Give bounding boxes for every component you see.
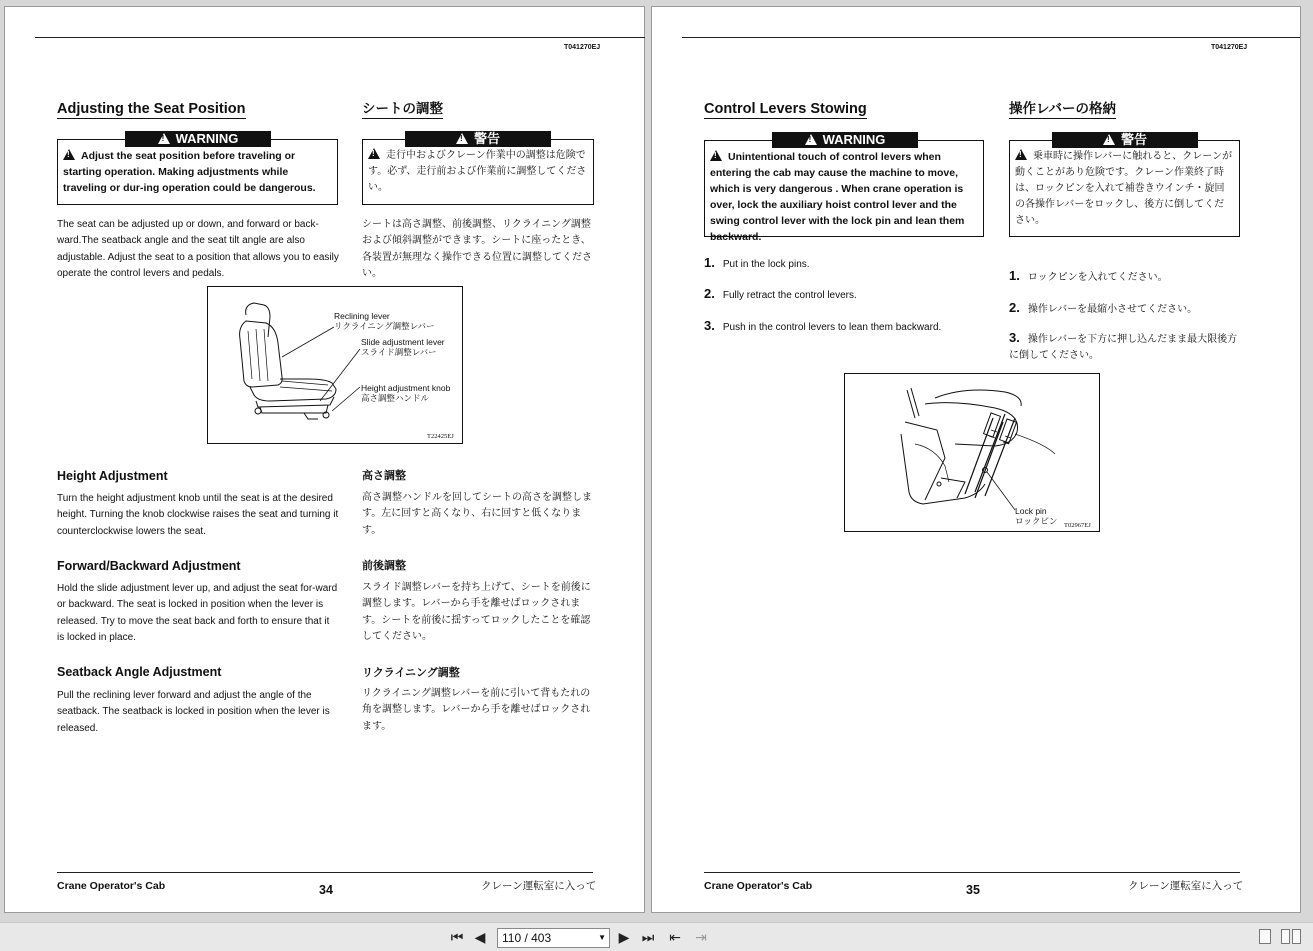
warning-icon (710, 150, 722, 161)
page-number: 35 (966, 883, 980, 897)
warning-icon (456, 133, 468, 144)
step-item-en: 2. Fully retract the control levers. (704, 286, 857, 301)
two-page-view-icon[interactable] (1292, 929, 1301, 944)
warning-header-jp: !警告 (1052, 132, 1198, 148)
section-heading-jp: リクライニング調整 (362, 667, 460, 679)
warning-box-en (57, 131, 338, 205)
warning-text-en: Adjust the seat position before traveling or starting operation. Making adjustments while traveling or dur-ing operation could be dangerous. (63, 150, 316, 194)
document-code: T041270EJ (564, 44, 601, 51)
warning-header-en: !WARNING (125, 131, 271, 147)
step-item-en: 3. Push in the control levers to lean them backward. (704, 318, 942, 333)
section-title-jp: 操作レバーの格納 (1009, 97, 1116, 119)
last-page-icon[interactable]: ⏭ (641, 929, 655, 945)
section-title-jp: シートの調整 (362, 97, 443, 119)
step-item-en: 1. Put in the lock pins. (704, 255, 810, 270)
seat-figure (207, 286, 463, 444)
section-text-jp: リクライニング調整レバーを前に引いて背もたれの角を調整します。レバーから手を離せばロックされます。 (362, 688, 591, 732)
two-page-view-icon[interactable] (1281, 929, 1290, 944)
previous-page-icon[interactable]: ◀ (474, 929, 486, 945)
footer-rule (57, 872, 593, 873)
step-item-jp: 1. ロックピンを入れてください。 (1009, 268, 1168, 283)
warning-icon (63, 149, 75, 160)
warning-box-jp (362, 131, 594, 205)
footer-chapter-jp: クレーン運転室に入って (1128, 880, 1244, 892)
warning-icon (1103, 134, 1115, 145)
section-text-en: Hold the slide adjustment lever up, and adjust the seat for-ward or backward. The seat is locked in position when the lever is released. Try to move the seat back and forth to ensure that it is locked in place. (57, 583, 338, 643)
page-indicator: 110 / 403 (502, 931, 552, 945)
viewer-toolbar (0, 922, 1313, 951)
figure-label: Lock pin ロックピン (1015, 506, 1058, 526)
warning-icon (805, 134, 817, 145)
warning-icon (368, 148, 380, 159)
pdf-page-right (651, 6, 1301, 913)
first-page-icon[interactable]: ⏮ (450, 929, 464, 945)
footer-rule (704, 872, 1240, 873)
intro-text-en: The seat can be adjusted up or down, and forward or back-ward.The seatback angle and the seat tilt angle are also adjustable. Adjust the seat to a position that allows you to easily operate the control levers and pedals. (57, 219, 339, 279)
section-title-en: Control Levers Stowing (704, 101, 867, 117)
footer-chapter-en: Crane Operator's Cab (57, 880, 166, 892)
figure-label: Slide adjustment lever スライド調整レバー (361, 337, 445, 357)
header-rule (35, 37, 645, 38)
intro-text-jp: シートは高さ調整、前後調整、リクライニング調整および傾斜調整ができます。シートに座ったとき、各装置が無理なく操作できる位置に調整してください。 (362, 219, 592, 279)
warning-text-jp: 走行中およびクレーン作業中の調整は危険です。必ず、走行前および作業前に調整してください。 (368, 150, 587, 193)
footer-chapter-en: Crane Operator's Cab (704, 880, 813, 892)
section-text-jp: スライド調整レバーを持ち上げて、シートを前後に調整します。レバーから手を離せばロックされます。シートを前後に揺すってロックしたことを確認してください。 (362, 582, 591, 642)
header-rule (682, 37, 1300, 38)
section-heading-en: Seatback Angle Adjustment (57, 665, 222, 679)
warning-text-en: Unintentional touch of control levers when entering the cab may cause the machine to move, which is very dangerous . When crane operation is over, lock the auxiliary hoist control lever and the swing control lever with the lock pin and lean them backward. (710, 151, 965, 243)
single-page-view-icon[interactable] (1259, 929, 1271, 944)
lever-figure (844, 373, 1100, 532)
page-number: 34 (319, 883, 333, 897)
warning-header-jp: !警告 (405, 131, 551, 147)
figure-code: T22425EJ (427, 433, 454, 440)
section-heading-jp: 高さ調整 (362, 470, 406, 482)
document-code: T041270EJ (1211, 44, 1248, 51)
section-text-en: Turn the height adjustment knob until the seat is at the desired height. Turning the knob clockwise raises the seat and turning it counterclockwise lowers the seat. (57, 493, 339, 537)
warning-box-en (704, 132, 984, 243)
footer-chapter-jp: クレーン運転室に入って (481, 880, 597, 892)
warning-text-jp: 乗車時に操作レバーに触れると、クレーンが動くことがあり危険です。クレーン作業終了時は、ロックピンを入れて補巻きウインチ・旋回の各操作レバーをロックし、後方に倒してください。 (1015, 151, 1233, 226)
step-item-jp: 2. 操作レバーを最縮小させてください。 (1009, 300, 1198, 315)
warning-box-jp (1009, 132, 1240, 237)
section-heading-en: Height Adjustment (57, 469, 168, 483)
section-text-en: Pull the reclining lever forward and adjust the angle of the seatback. The seatback is locked in position when the lever is released. (57, 690, 330, 734)
go-back-view-icon[interactable]: ⇤ (669, 929, 681, 945)
section-heading-jp: 前後調整 (362, 560, 406, 572)
next-page-icon[interactable]: ▶ (618, 929, 630, 945)
go-forward-view-icon[interactable]: ⇥ (695, 929, 707, 945)
page-number-select[interactable] (497, 928, 610, 948)
warning-header-en: !WARNING (772, 132, 918, 148)
figure-label: Height adjustment knob 高さ調整ハンドル (361, 383, 451, 403)
warning-icon (1015, 149, 1027, 160)
pdf-page-left (4, 6, 645, 913)
section-title-en: Adjusting the Seat Position (57, 101, 246, 117)
lever-illustration (845, 374, 1099, 531)
section-heading-en: Forward/Backward Adjustment (57, 559, 241, 573)
warning-icon (158, 133, 170, 144)
section-text-jp: 高さ調整ハンドルを回してシートの高さを調整します。左に回すと高くなり、右に回すと低くなります。 (362, 492, 592, 536)
figure-label: Reclining lever リクライニング調整レバー (334, 311, 435, 331)
figure-code: T02967EJ (1064, 522, 1091, 529)
step-item-jp: 3. 操作レバーを下方に押し込んだまま最大限後方に倒してください。 (1009, 330, 1238, 362)
chevron-down-icon: ▼ (598, 933, 606, 942)
